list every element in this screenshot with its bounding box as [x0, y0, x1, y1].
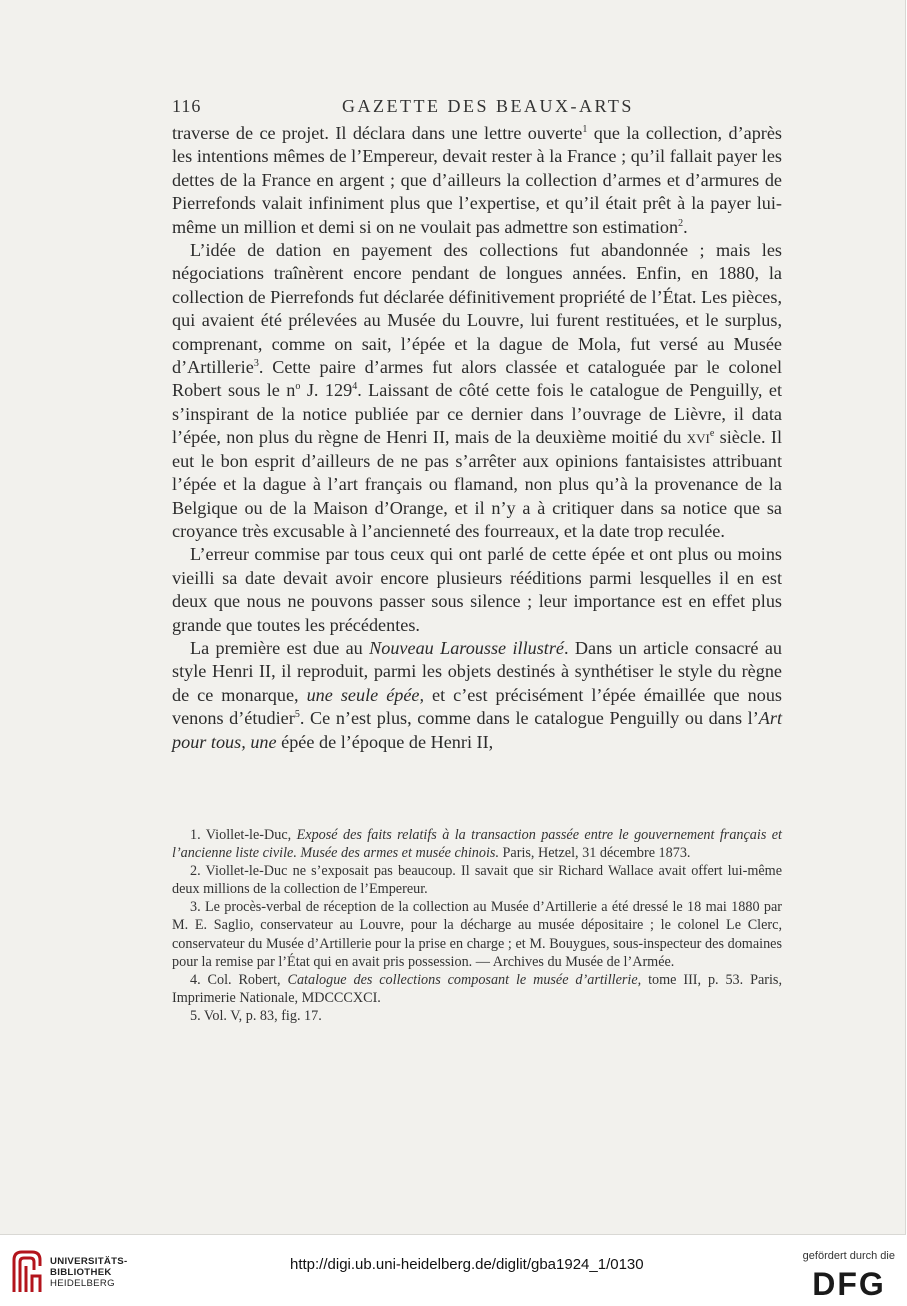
text-run: tome III, p. 53. Paris, Imprimerie Nationale, MDCCCXCI.	[172, 971, 782, 1006]
italic-phrase: une seule épée,	[306, 684, 425, 705]
library-name	[50, 1256, 127, 1289]
text-run: J. 129	[300, 380, 353, 401]
italic-title: Nouveau Larousse illustré	[369, 637, 564, 658]
superscript-e: e	[709, 428, 715, 440]
text-run: . Dans un article consacré au style Henri II, il reproduit, parmi les objets destinés à synthétiser le style du règne de ce monarque,	[172, 637, 782, 705]
footnote-ref: 1	[582, 124, 588, 135]
text-run: . Laissant de côté cette fois le catalogue de Penguilly, et s’inspirant de la notice publiée par ce dernier dans l’ouvrage de Lièvre, il data l’épée, non plus du règne de Henri II, mais de la deuxième moitié du	[172, 380, 782, 448]
university-library-logo-icon	[10, 1248, 44, 1294]
footnote-5: 5. Vol. V, p. 83, fig. 17.	[190, 1007, 322, 1024]
footnote-3: 3. Le procès-verbal de réception de la collection au Musée d’Artillerie a été dressé le 18 mai 1880 par M. E. Saglio, conservateur au Louvre, pour la décharge au musée dépositaire ; le colonel Le Clerc, conservateur du Musée d’Artillerie pour la prise en charge ; et M. Bouygues, sous-inspecteur des domaines pour la remise par l’État qui en avait pris possession. — Archives du Musée de l’Armée.	[172, 899, 782, 970]
text-run: siècle. Il eut le bon esprit d’ailleurs de ne pas s’arrêter aux opinions fantaisistes attribuant l’épée et la dague à l’art français ou flamand, non plus qu’à la provenance de la Belgique ou de la Maison d’Orange, et il n’y a à critiquer dans sa notice que sa croyance très excusable à l’ancienneté des fourreaux, et la date trop reculée.	[172, 427, 782, 541]
paragraph-4	[172, 637, 782, 754]
italic-title: Catalogue des collections composant le musée d’artillerie,	[287, 971, 642, 988]
footnote-ref: 5	[294, 709, 300, 721]
text-run: Paris, Hetzel, 31 décembre 1873.	[499, 845, 691, 862]
funded-by-label: gefördert durch die	[802, 1250, 895, 1262]
footnote-2: 2. Viollet-le-Duc ne s’exposait pas beaucoup. Il savait que sir Richard Wallace avait offert lui-même deux millions de la collection de l’Empereur.	[172, 863, 782, 898]
paragraph-1	[172, 122, 782, 239]
permalink-url[interactable]: http://digi.ub.uni-heidelberg.de/diglit/gba1924_1/0130	[290, 1256, 644, 1273]
text-run: . Cette paire d’armes fut alors classée et cataloguée par le colonel Robert sous le n	[172, 357, 782, 401]
footnote-ref: 3	[253, 358, 259, 370]
century-numeral: xvi	[686, 427, 710, 448]
text-run: L’idée de dation en payement des collections fut abandonnée ; mais les négociations traînèrent encore pendant de longues années. Enfin, en 1880, la collection de Pierrefonds fut déclarée définitivement propriété de l’État. Les pièces, qui avaient été prélevées au Musée du Louvre, lui furent restituées, et le surplus, comprenant, comme on sait, l’épée et la dague de Mola, fut versé au Musée d’Artillerie	[172, 240, 782, 378]
text-run: La première est due au	[190, 637, 370, 658]
footer-bar	[0, 1236, 907, 1306]
text-run: 1. Viollet-le-Duc,	[190, 827, 297, 843]
footnote-1	[172, 826, 782, 862]
footnote-ref: 4	[352, 381, 358, 393]
paragraph-2	[172, 239, 782, 543]
library-name-line: HEIDELBERG	[50, 1278, 115, 1289]
page-number: 116	[172, 96, 202, 116]
library-name-line: BIBLIOTHEK	[50, 1267, 112, 1278]
paragraph-3: L’erreur commise par tous ceux qui ont parlé de cette épée et ont plus ou moins vieilli sa date devait avoir encore plusieurs rééditions parmi lesquelles il en est deux que nous ne pouvons passer sous silence ; leur importance est en effet plus grande que toutes les précédentes.	[172, 544, 782, 635]
text-run: que la collection, d’après les intentions mêmes de l’Empereur, devait rester à la France ; qu’il fallait payer les dettes de la France en argent ; que d’ailleurs la collection d’armes et d’armures de Pierrefonds valait infiniment plus que l’expertise, et qu’il était prêt à la payer lui-même un million et demi si on ne voulait pas admettre son estimation	[172, 123, 782, 237]
footnote-4	[172, 971, 782, 1007]
text-run: . Ce n’est plus, comme dans le catalogue Penguilly ou dans l’	[299, 708, 759, 729]
text-run: et c’est précisément l’épée émaillée que nous venons d’étudier	[172, 684, 782, 729]
dfg-logo-text: DFG	[812, 1268, 886, 1298]
footnote-ref: 2	[678, 217, 684, 229]
text-run: .	[683, 216, 688, 237]
library-name-line: UNIVERSITÄTS-	[50, 1256, 128, 1267]
main-text	[172, 122, 782, 754]
text-run: épée de l’époque de Henri II,	[276, 731, 494, 752]
italic-title: Art pour tous, une	[172, 708, 783, 752]
text-run: 4. Col. Robert,	[190, 971, 288, 988]
dfg-logo-icon	[803, 1268, 895, 1298]
text-run: traverse de ce projet. Il déclara dans une lettre ouverte	[172, 123, 583, 143]
running-title: GAZETTE DES BEAUX-ARTS	[342, 96, 634, 116]
footnotes	[172, 826, 782, 1025]
superscript-o: o	[295, 381, 301, 393]
italic-title: Exposé des faits relatifs à la transaction passée entre le gouvernement français et l’ancienne liste civile. Musée des armes et musée chinois.	[172, 827, 782, 862]
